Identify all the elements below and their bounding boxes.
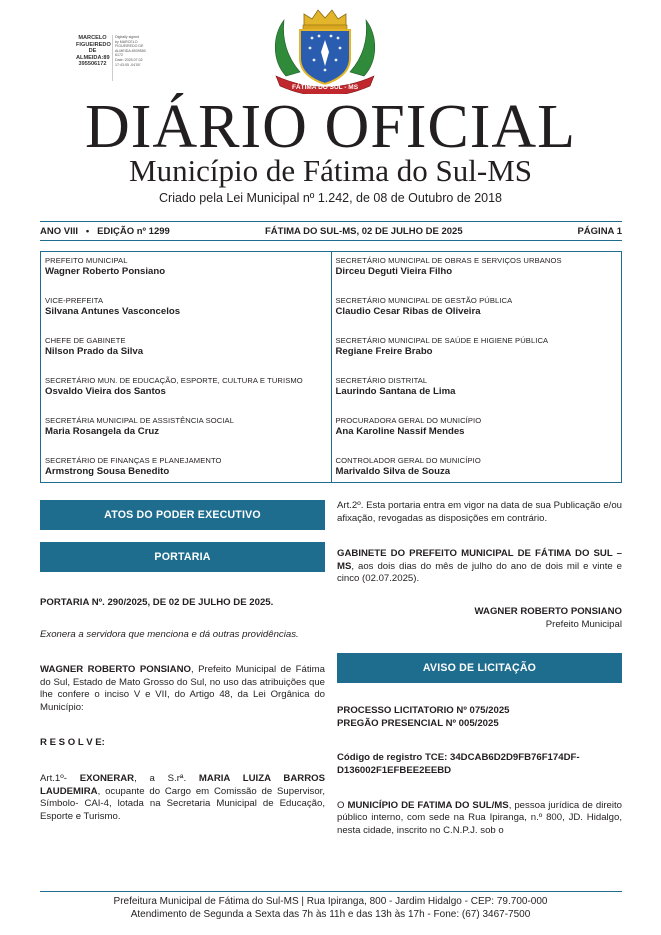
official-entry xyxy=(336,256,618,296)
official-name: Laurindo Santana de Lima xyxy=(335,386,456,397)
official-name: Nilson Prado da Silva xyxy=(45,346,144,357)
official-name: Ana Karoline Nassif Mendes xyxy=(335,426,465,437)
signer-role: Prefeito Municipal xyxy=(545,618,622,630)
official-role: SECRETÁRIA MUNICIPAL DE ASSISTÊNCIA SOCIAL xyxy=(45,416,235,425)
officials-right-column xyxy=(332,252,622,482)
official-name: Claudio Cesar Ribas de Oliveira xyxy=(335,306,481,317)
footer-address: Prefeitura Municipal de Fátima do Sul-MS | Rua Ipiranga, 800 - Jardim Hidalgo - CEP: 79.700-000 xyxy=(113,896,548,907)
page-footer xyxy=(0,895,661,921)
official-role: SECRETÁRIO MUNICIPAL DE GESTÃO PÚBLICA xyxy=(335,296,513,305)
official-entry xyxy=(336,376,618,416)
official-name: Osvaldo Vieira dos Santos xyxy=(45,386,166,397)
seal-ribbon-text: FÁTIMA DO SUL - MS xyxy=(291,84,359,91)
newspaper-title: DIÁRIO OFICIAL xyxy=(84,93,577,161)
resolve-heading: R E S O L V E: xyxy=(40,736,105,748)
pregao-presencial: PREGÃO PRESENCIAL Nº 005/2025 xyxy=(337,717,499,729)
official-role: SECRETÁRIO DISTRITAL xyxy=(335,376,428,385)
officials-left-column xyxy=(41,252,332,482)
section-header-executive-acts: ATOS DO PODER EXECUTIVO xyxy=(40,500,325,530)
tce-registration-code: Código de registro TCE: 34DCAB6D2D9FB76F174DF-D136002F1EFBEE2EEBD xyxy=(337,752,580,776)
municipality-subtitle: Município de Fátima do Sul-MS xyxy=(129,153,532,188)
left-content-column xyxy=(40,500,325,824)
official-entry xyxy=(45,416,327,456)
section-header-aviso-licitacao: AVISO DE LICITAÇÃO xyxy=(337,653,622,683)
edition-number: ANO VIII • EDIÇÃO nº 1299 xyxy=(40,225,170,237)
official-entry xyxy=(336,296,618,336)
municipio-paragraph: O MUNICÍPIO DE FATIMA DO SUL/MS, pessoa jurídica de direito público interno, com sede na Rua Ipiranga, n.º 800, JD. Hidalgo, nesta cidade, inscrito no C.N.P.J. sob o xyxy=(337,799,622,836)
official-entry xyxy=(336,456,618,496)
digital-signature xyxy=(76,35,186,81)
officials-directory xyxy=(40,251,622,483)
mayor-name: WAGNER ROBERTO PONSIANO xyxy=(40,664,192,676)
edition-bar xyxy=(40,221,622,241)
official-role: SECRETÁRIO DE FINANÇAS E PLANEJAMENTO xyxy=(45,456,222,465)
portaria-title: PORTARIA Nº. 290/2025, DE 02 DE JULHO DE 2025. xyxy=(40,597,274,608)
official-name: Wagner Roberto Ponsiano xyxy=(45,266,166,277)
edition-date: FÁTIMA DO SUL-MS, 02 DE JULHO DE 2025 xyxy=(265,225,463,237)
official-entry xyxy=(45,336,327,376)
official-name: Silvana Antunes Vasconcelos xyxy=(45,306,181,317)
official-role: CHEFE DE GABINETE xyxy=(45,336,126,345)
official-role: SECRETÁRIO MUN. DE EDUCAÇÃO, ESPORTE, CULTURA E TURISMO xyxy=(45,376,303,385)
official-role: PREFEITO MUNICIPAL xyxy=(45,256,128,265)
portaria-summary: Exonera a servidora que menciona e dá outras providências. xyxy=(40,628,299,640)
official-name: Dirceu Deguti Vieira Filho xyxy=(335,266,453,277)
gabinete-closing: GABINETE DO PREFEITO MUNICIPAL DE FÁTIMA DO SUL – MS, aos dois dias do mês de julho do ano de dois mil e vinte e cinco (02.07.2025). xyxy=(337,548,622,585)
official-name: Armstrong Sousa Benedito xyxy=(45,466,170,477)
official-entry xyxy=(45,256,327,296)
official-role: PROCURADORA GERAL DO MUNICÍPIO xyxy=(335,416,482,425)
official-entry xyxy=(45,376,327,416)
official-name: Marivaldo Silva de Souza xyxy=(335,466,451,477)
official-entry xyxy=(45,456,327,496)
official-role: SECRETÁRIO MUNICIPAL DE SAÚDE E HIGIENE PÚBLICA xyxy=(335,336,549,345)
article-1: Art.1º- EXONERAR, a S.rª. MARIA LUIZA BARROS LAUDEMIRA, ocupante do Cargo em Comissão de Supervisor, Símbolo- CAI-4, lotada na Secretaria Municipal de Educação, Esporte e Turismo. xyxy=(40,773,325,822)
official-role: VICE-PREFEITA xyxy=(45,296,104,305)
creation-law-note: Criado pela Lei Municipal nº 1.242, de 08 de Outubro de 2018 xyxy=(159,191,502,205)
footer-divider xyxy=(40,891,622,892)
official-name: Regiane Freire Brabo xyxy=(335,346,433,357)
signer-name: WAGNER ROBERTO PONSIANO xyxy=(474,605,622,617)
official-entry xyxy=(336,336,618,376)
article-2: Art.2º. Esta portaria entra em vigor na data de sua Publicação e/ou afixação, revogadas as disposições em contrário. xyxy=(337,500,622,524)
portaria-preamble: WAGNER ROBERTO PONSIANO, Prefeito Municipal de Fátima do Sul, Estado de Mato Grosso do Sul, no uso das atribuições que lhe confere o inciso V e VII, do Artigo 48, da Lei Orgânica do Município: xyxy=(40,664,325,713)
section-header-portaria: PORTARIA xyxy=(40,542,325,572)
official-role: SECRETÁRIO MUNICIPAL DE OBRAS E SERVIÇOS URBANOS xyxy=(335,256,562,265)
coat-of-arms-seal xyxy=(266,6,384,94)
right-content-column xyxy=(337,500,622,837)
page-number: PÁGINA 1 xyxy=(577,225,622,237)
official-entry xyxy=(45,296,327,336)
official-name: Maria Rosangela da Cruz xyxy=(45,426,160,437)
processo-licitatorio: PROCESSO LICITATORIO Nº 075/2025 xyxy=(337,705,510,717)
footer-hours: Atendimento de Segunda a Sexta das 7h às 11h e das 13h às 17h - Fone: (67) 3467-7500 xyxy=(130,909,531,920)
signature-name: MARCELO FIGUEIREDO DE ALMEIDA:89 395506172 xyxy=(76,35,111,68)
official-role: CONTROLADOR GERAL DO MUNICÍPIO xyxy=(335,456,481,465)
signature-details: Digitally signed by MARCELO FIGUEIREDO DE ALMEIDA:8939550 6172 Date: 2025.07.02 17:43:05 -04'00' xyxy=(112,35,154,81)
exonerated-person: MARIA LUIZA BARROS LAUDEMIRA xyxy=(40,773,325,797)
official-entry xyxy=(336,416,618,456)
